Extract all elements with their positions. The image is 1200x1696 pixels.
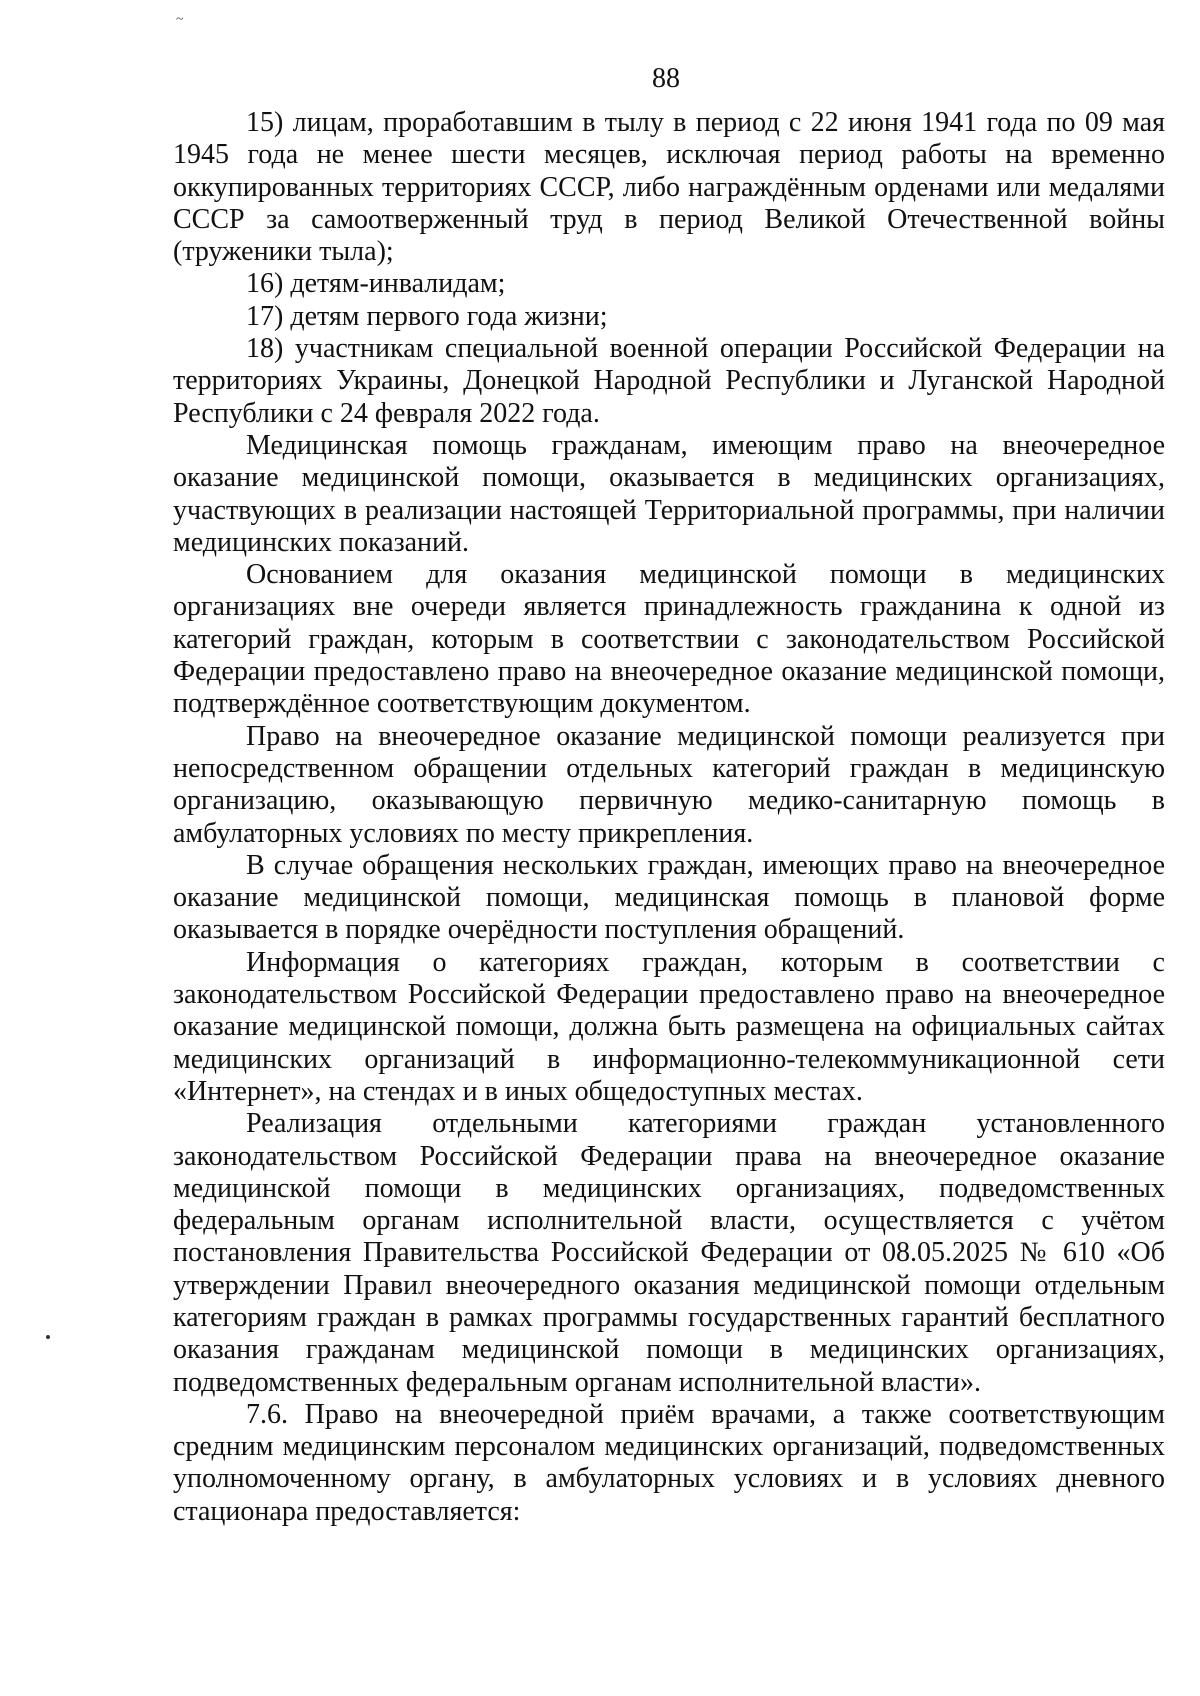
- paragraph-item-15-home-front-workers: 15) лицам, проработавшим в тылу в период с 22 июня 1941 года по 09 мая 1945 года не менее шести месяцев, исключая период работы на временно оккупированных территориях СССР, либо награждённым орденами или медалями СССР за самоотверженный труд в период Великой Отечественной войны (труженики тыла);: [173, 107, 1165, 268]
- paragraph-priority-care-basis: Основанием для оказания медицинской помощи в медицинских организациях вне очереди является принадлежность гражданина к одной из категорий граждан, которым в соответствии с законодательством Российской Федерации предоставлено право на внеочередное оказание медицинской помощи, подтверждённое соответствующим документом.: [173, 559, 1165, 720]
- paragraph-priority-care-provision: Медицинская помощь гражданам, имеющим право на внеочередное оказание медицинской помощи, оказывается в медицинских организациях, участвующих в реализации настоящей Территориальной программы, при наличии медицинских показаний.: [173, 429, 1165, 558]
- scan-artifact-mark: ~: [176, 12, 184, 27]
- paragraph-multiple-citizens-order: В случае обращения нескольких граждан, имеющих право на внеочередное оказание медицинской помощи, медицинская помощь в плановой форме оказывается в порядке очерёдности поступления обращений.: [173, 849, 1165, 946]
- paragraph-item-16-disabled-children: 16) детям-инвалидам;: [246, 268, 506, 300]
- paragraph-information-publication: Информация о категориях граждан, которым в соответствии с законодательством Российской Федерации предоставлено право на внеочередное оказание медицинской помощи, должна быть размещена на официальных сайтах медицинских организаций в информационно-телекоммуникационной сети «Интернет», на стендах и в иных общедоступных местах.: [173, 946, 1165, 1107]
- paragraph-priority-right-realization: Право на внеочередное оказание медицинской помощи реализуется при непосредственном обращении отдельных категорий граждан в медицинскую организацию, оказывающую первичную медико-санитарную помощь в амбулаторных условиях по месту прикрепления.: [173, 720, 1165, 849]
- paragraph-federal-organizations: Реализация отдельными категориями граждан установленного законодательством Российской Федерации права на внеочередное оказание медицинской помощи в медицинских организациях, подведомственных федеральным органам исполнительной власти, осуществляется с учётом постановления Правительства Российской Федерации от 08.05.2025 № 610 «Об утверждении Правил внеочередного оказания медицинской помощи отдельным категориям граждан в рамках программы государственных гарантий бесплатного оказания гражданам медицинской помощи в медицинских организациях, подведомственных федеральным органам исполнительной власти».: [173, 1108, 1165, 1398]
- document-body: [173, 107, 1165, 1528]
- paragraph-item-17-infants: 17) детям первого года жизни;: [246, 300, 608, 332]
- page-number: 88: [652, 63, 680, 94]
- scan-artifact-dot: [46, 1335, 50, 1339]
- paragraph-section-7-6: 7.6. Право на внеочередной приём врачами, а также соответствующим средним медицинским персоналом медицинских организаций, подведомственных уполномоченному органу, в амбулаторных условиях и в условиях дневного стационара предоставляется:: [173, 1398, 1165, 1527]
- paragraph-item-18-special-operation-participants: 18) участникам специальной военной операции Российской Федерации на территориях Украины, Донецкой Народной Республики и Луганской Народной Республики с 24 февраля 2022 года.: [173, 333, 1165, 429]
